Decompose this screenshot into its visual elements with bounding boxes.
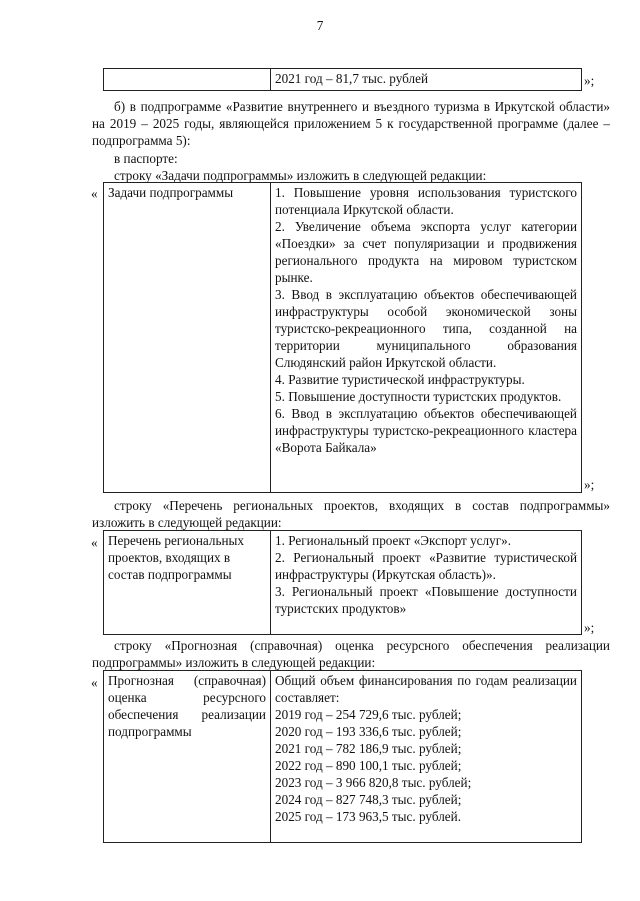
funding-open-quote: « — [91, 675, 98, 690]
project-item: 3. Региональный проект «Повышение доступности туристских продуктов» — [275, 584, 577, 616]
task-item: 2. Увеличение объема экспорта услуг категории «Поездки» за счет популяризации и продвижения регионального продукта на мировом туристском рынке. — [275, 219, 577, 285]
top-table-empty-cell — [104, 69, 271, 91]
projects-label: Перечень региональных проектов, входящих в состав подпрограммы — [104, 531, 271, 635]
task-item: 4. Развитие туристической инфраструктуры. — [275, 372, 525, 387]
tasks-close-quote: »; — [584, 477, 595, 492]
task-item: 6. Ввод в эксплуатацию объектов обеспечивающей инфраструктуры туристско-рекреационного кластера «Ворота Байкала» — [275, 406, 577, 455]
projects-content — [271, 531, 582, 635]
projects-table — [103, 530, 582, 635]
funding-table — [103, 670, 582, 843]
funding-year-row: 2022 год – 890 100,1 тыс. рублей; — [275, 758, 462, 773]
funding-year-row: 2021 год – 782 186,9 тыс. рублей; — [275, 741, 462, 756]
tasks-table — [103, 182, 582, 493]
funding-year-row: 2019 год – 254 729,6 тыс. рублей; — [275, 707, 462, 722]
project-item: 2. Региональный проект «Развитие туристической инфраструктуры (Иркутская область)». — [275, 550, 577, 582]
projects-close-quote: »; — [584, 620, 595, 635]
task-item: 3. Ввод в эксплуатацию объектов обеспечивающей инфраструктуры особой экономической зоны туристско-рекреационного типа, созданной на территории муниципального образования Слюдянский район Иркутской области. — [275, 287, 577, 370]
funding-year-row: 2023 год – 3 966 820,8 тыс. рублей; — [275, 775, 472, 790]
page-number: 7 — [316, 18, 324, 33]
projects-open-quote: « — [91, 535, 98, 550]
project-item: 1. Региональный проект «Экспорт услуг». — [275, 533, 511, 548]
funding-summary: Общий объем финансирования по годам реализации составляет: — [275, 673, 577, 705]
task-item: 1. Повышение уровня использования туристского потенциала Иркутской области. — [275, 185, 577, 217]
task-item: 5. Повышение доступности туристских продуктов. — [275, 389, 562, 404]
subprogram-paragraph: б) в подпрограмме «Развитие внутреннего и въездного туризма в Иркутской области» на 2019 – 2025 годы, являющейся приложением 5 к государственной программе (далее – подпрограмма 5): — [92, 99, 610, 148]
top-table-close-quote: »; — [584, 73, 595, 88]
funding-year-row: 2024 год – 827 748,3 тыс. рублей; — [275, 792, 462, 807]
funding-year-row: 2025 год – 173 963,5 тыс. рублей. — [275, 809, 461, 824]
tasks-label: Задачи подпрограммы — [104, 183, 271, 493]
passport-line: в паспорте: — [114, 151, 178, 166]
projects-intro: строку «Перечень региональных проектов, входящих в состав подпрограммы» изложить в следующей редакции: — [92, 498, 610, 530]
funding-content — [271, 671, 582, 843]
tasks-open-quote: « — [91, 186, 98, 201]
funding-year-row: 2020 год – 193 336,6 тыс. рублей; — [275, 724, 462, 739]
top-table — [103, 68, 582, 91]
funding-label: Прогнозная (справочная) оценка ресурсного обеспечения реализации подпрограммы — [104, 671, 271, 843]
tasks-intro: строку «Задачи подпрограммы» изложить в следующей редакции: — [114, 168, 487, 183]
top-table-value: 2021 год – 81,7 тыс. рублей — [271, 69, 582, 91]
tasks-content — [271, 183, 582, 493]
funding-intro: строку «Прогнозная (справочная) оценка ресурсного обеспечения реализации подпрограммы» изложить в следующей редакции: — [92, 638, 610, 670]
